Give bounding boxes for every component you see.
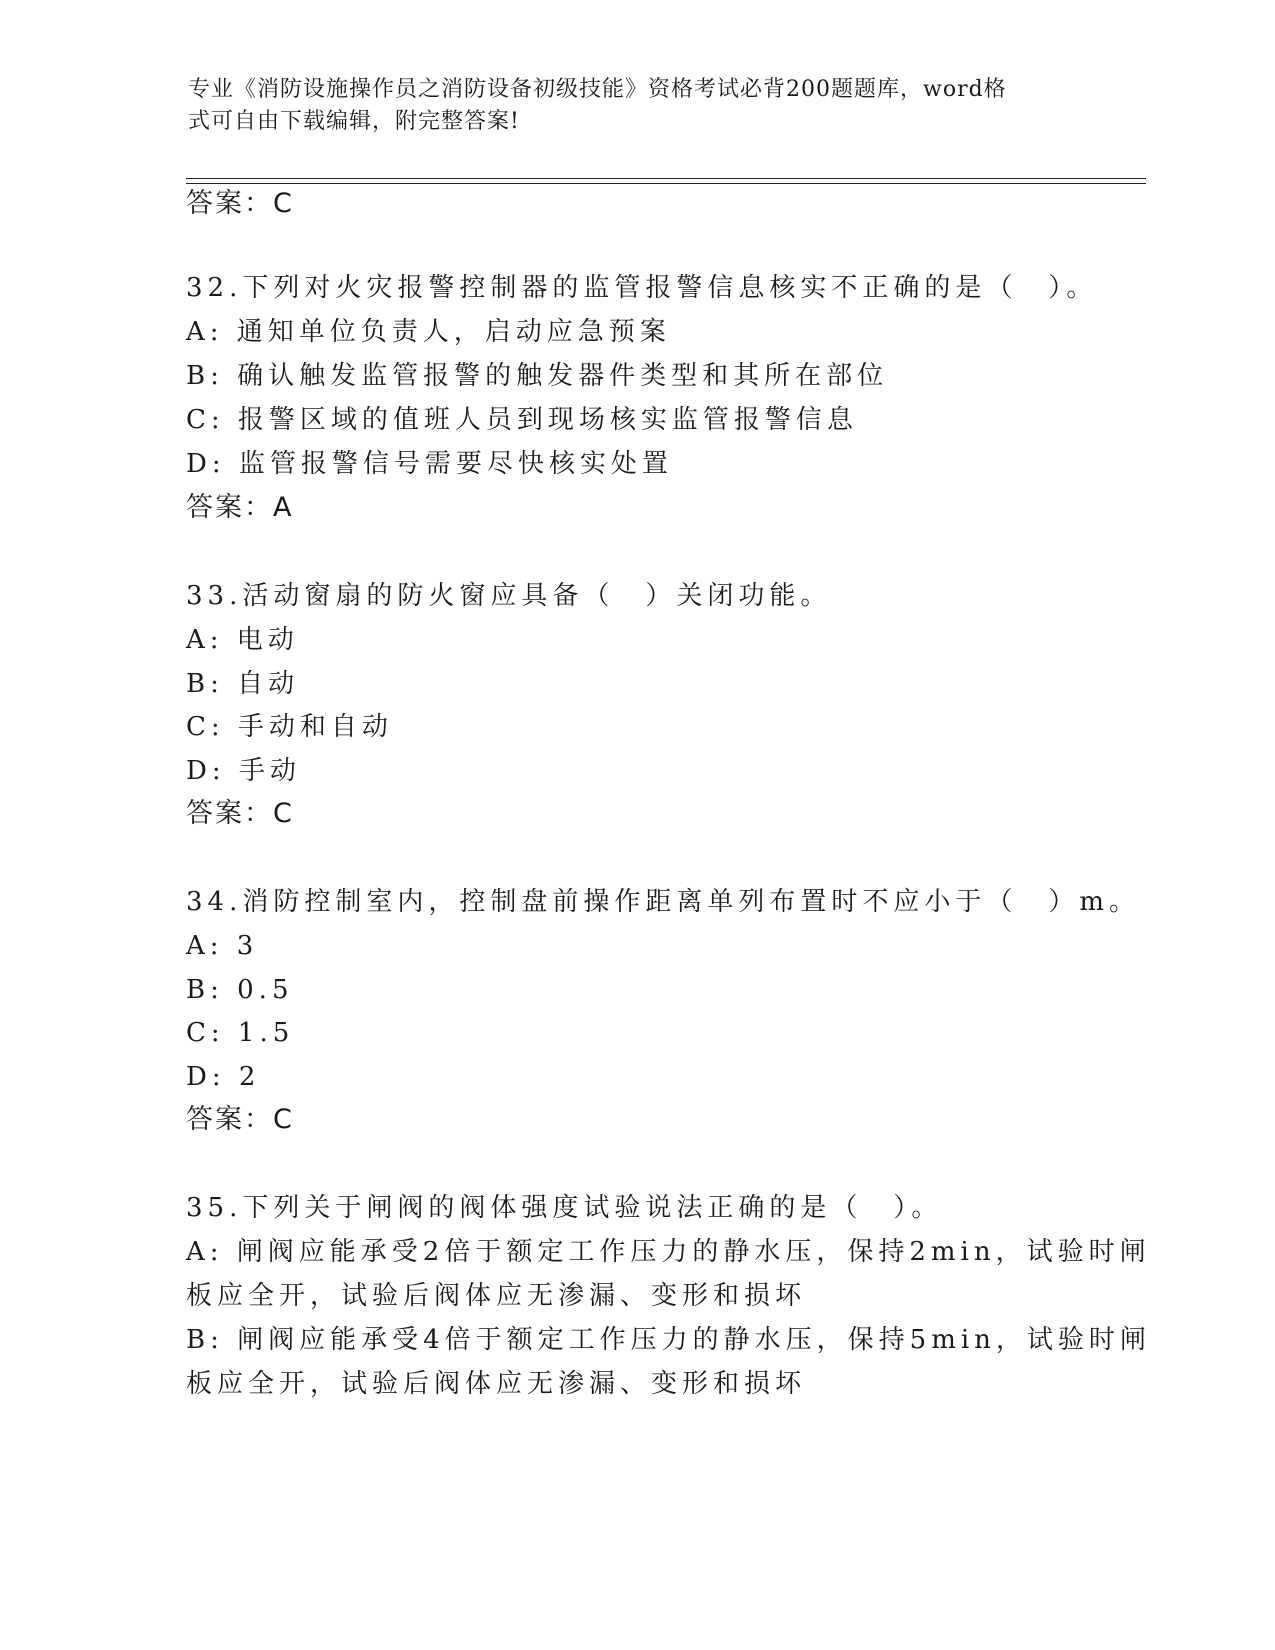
- question-33-answer: 答案：C: [186, 798, 294, 829]
- header-line-2: 式可自由下载编辑，附完整答案!: [188, 109, 520, 134]
- header-line-1: 专业《消防设施操作员之消防设备初级技能》资格考试必背200题题库，word格: [188, 77, 1007, 102]
- question-33-option-a: A: 电动: [186, 625, 299, 655]
- question-34-option-b: B: 0.5: [186, 975, 294, 1005]
- question-34-option-c: C: 1.5: [186, 1018, 295, 1048]
- header-divider-bottom: [186, 183, 1146, 184]
- question-32-option-d: D: 监管报警信号需要尽快核实处置: [186, 449, 673, 479]
- question-35-option-a-continued: 板应全开，试验后阀体应无渗漏、变形和损坏: [186, 1281, 807, 1311]
- question-35-option-b-continued: 板应全开，试验后阀体应无渗漏、变形和损坏: [186, 1369, 807, 1399]
- question-34-answer: 答案：C: [186, 1104, 294, 1135]
- question-33-stem: 33.活动窗扇的防火窗应具备（ ）关闭功能。: [186, 581, 832, 611]
- question-34-option-a: A: 3: [186, 931, 259, 961]
- question-32-option-a: A: 通知单位负责人，启动应急预案: [186, 317, 671, 347]
- question-34-option-d: D: 2: [186, 1062, 261, 1092]
- question-32-option-b: B: 确认触发监管报警的触发器件类型和其所在部位: [186, 361, 889, 391]
- question-32-stem: 32.下列对火灾报警控制器的监管报警信息核实不正确的是（ ）。: [186, 273, 1098, 303]
- question-32-option-c: C: 报警区域的值班人员到现场核实监管报警信息: [186, 405, 858, 435]
- question-33-option-c: C: 手动和自动: [186, 712, 393, 742]
- question-32-answer: 答案：A: [186, 492, 294, 523]
- question-35-stem: 35.下列关于闸阀的阀体强度试验说法正确的是（ ）。: [186, 1193, 943, 1223]
- question-35-option-b: B: 闸阀应能承受4倍于额定工作压力的静水压，保持5min，试验时闸: [186, 1325, 1151, 1355]
- question-34-stem: 34.消防控制室内，控制盘前操作距离单列布置时不应小于（ ）m。: [186, 887, 1141, 917]
- question-35-option-a: A: 闸阀应能承受2倍于额定工作压力的静水压，保持2min，试验时闸: [186, 1237, 1151, 1267]
- header-divider-top: [186, 178, 1146, 179]
- question-33-option-b: B: 自动: [186, 669, 300, 699]
- question-33-option-d: D: 手动: [186, 756, 301, 786]
- previous-answer: 答案：C: [186, 188, 294, 219]
- document-header: [188, 74, 1068, 138]
